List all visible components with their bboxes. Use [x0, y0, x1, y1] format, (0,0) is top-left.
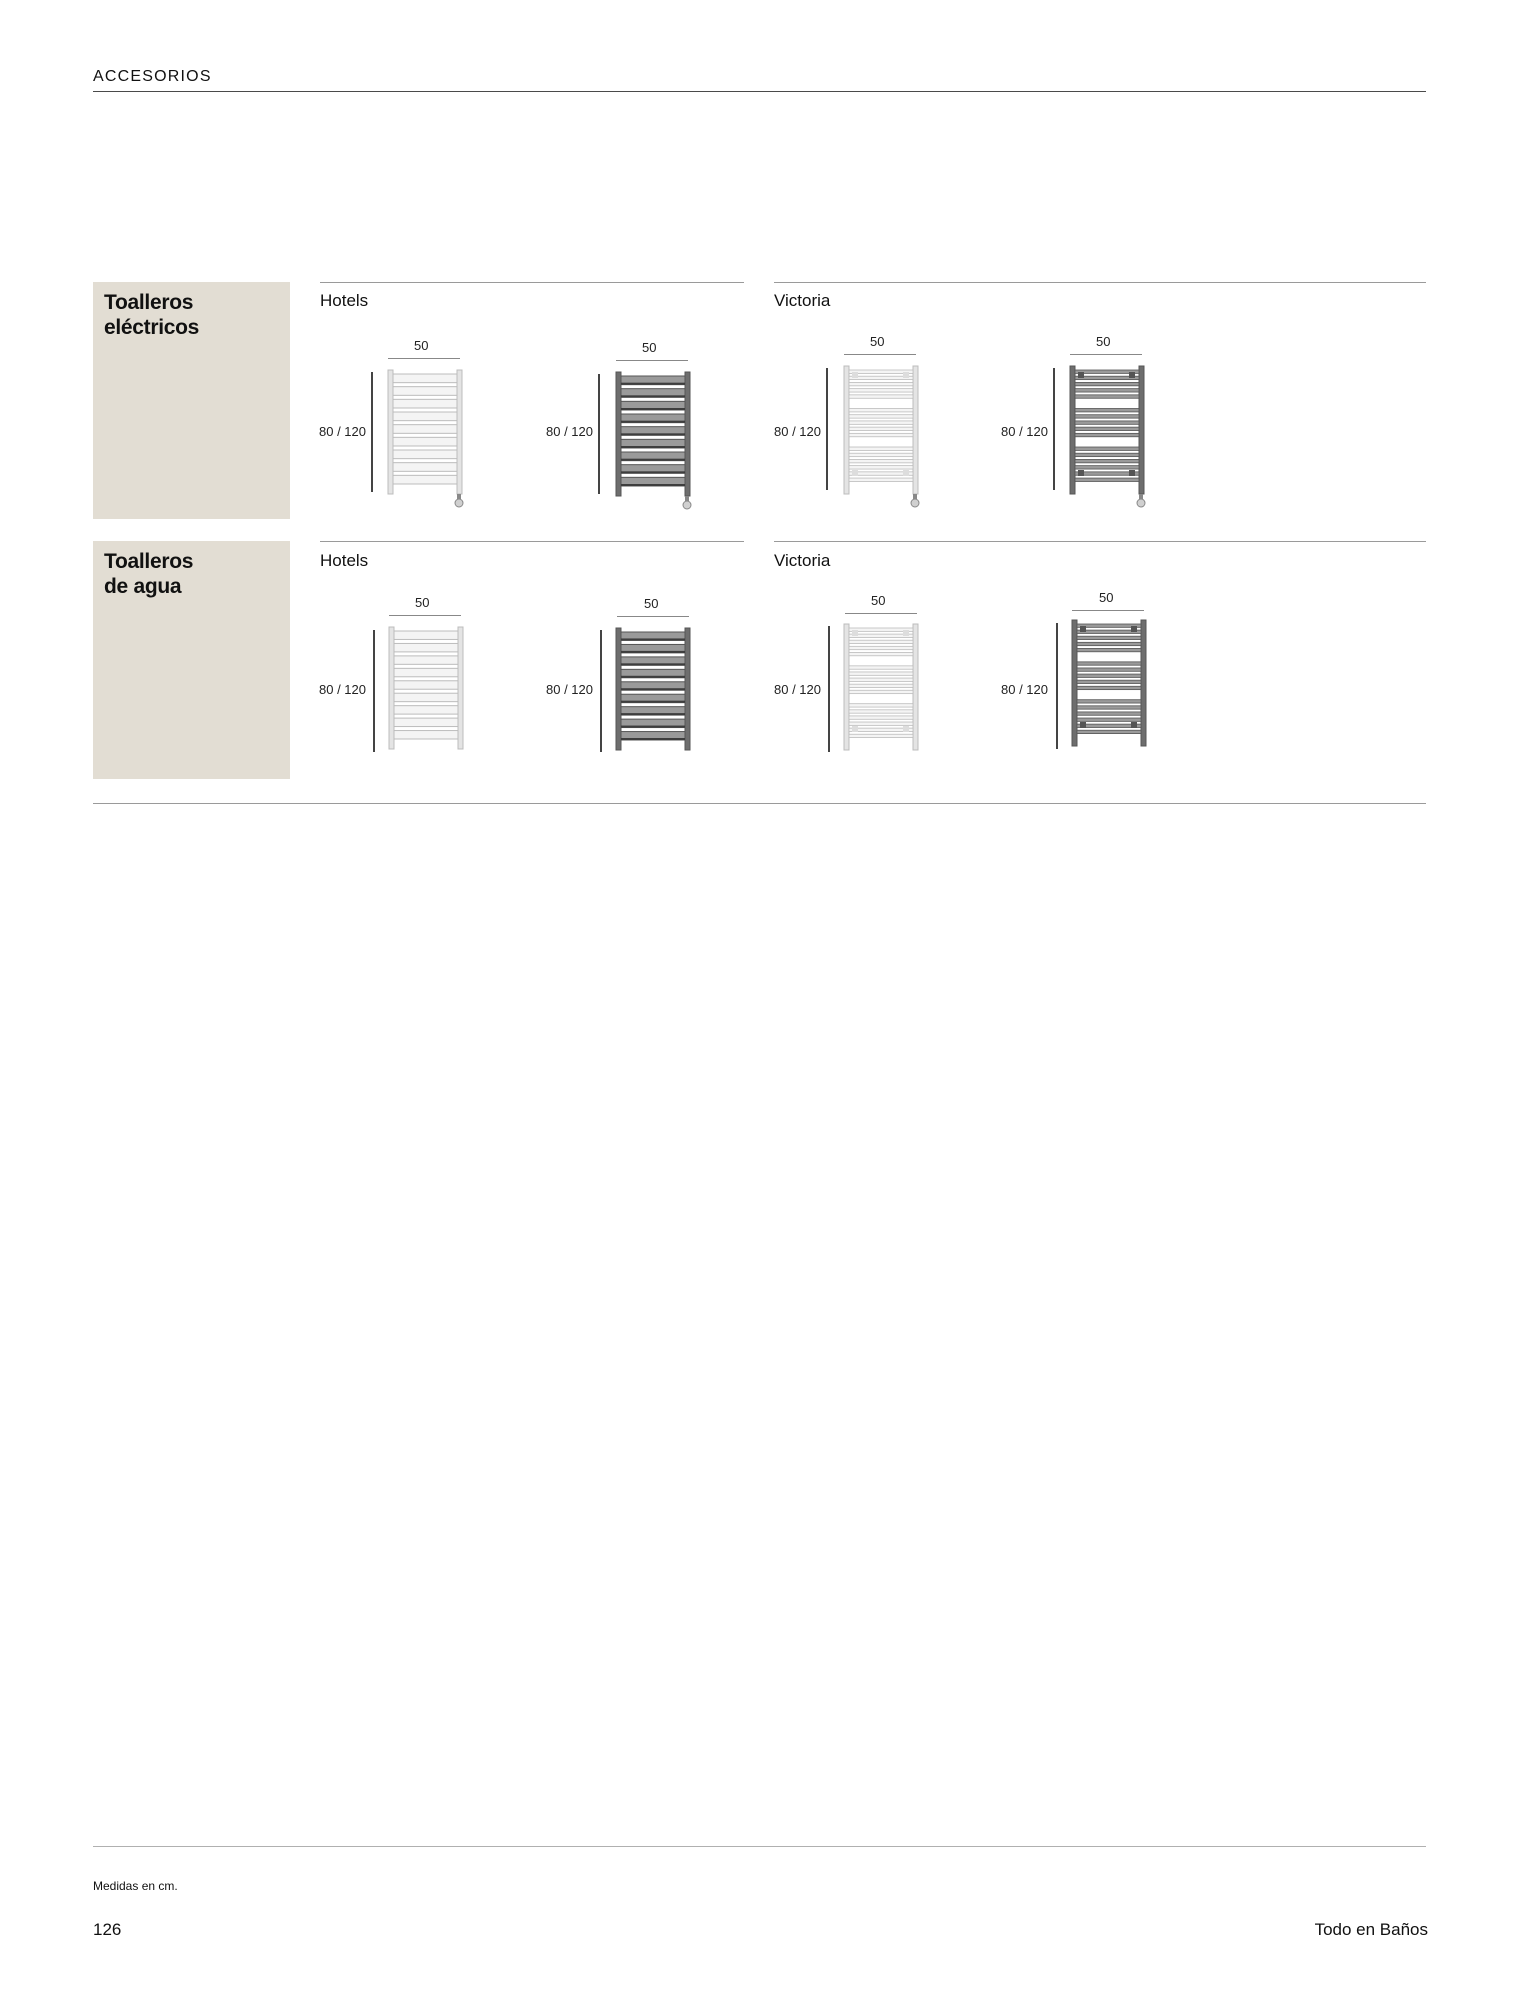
width-bar	[1072, 610, 1144, 611]
towel-rail-icon	[1068, 364, 1148, 508]
series-rule-victoria-water	[774, 541, 1426, 542]
width-bar	[844, 354, 916, 355]
width-bar	[845, 613, 917, 614]
height-bar	[1056, 623, 1058, 749]
height-bar	[600, 630, 602, 752]
series-title-victoria: Victoria	[774, 291, 831, 310]
footer-rule	[93, 1846, 1426, 1847]
series-title-hotels: Hotels	[320, 551, 369, 570]
series-title-hotels: Hotels	[320, 291, 369, 310]
towel-rail-icon	[842, 364, 922, 508]
group-title-water: Toalleros de agua	[104, 550, 194, 598]
series-title-victoria: Victoria	[774, 551, 831, 570]
width-label: 50	[415, 595, 430, 610]
series-rule-hotels-electric	[320, 282, 744, 283]
group-title-electric: Toalleros eléctricos	[104, 291, 200, 339]
height-label: 80 / 120	[319, 424, 366, 439]
height-bar	[371, 372, 373, 492]
page-number: 126	[93, 1920, 122, 1939]
height-label: 80 / 120	[1001, 682, 1048, 697]
height-bar	[828, 626, 830, 752]
width-label: 50	[414, 338, 429, 353]
group-panel-electric	[93, 282, 290, 519]
height-label: 80 / 120	[546, 424, 593, 439]
width-bar	[617, 616, 689, 617]
width-label: 50	[1096, 334, 1111, 349]
towel-rail-icon	[387, 625, 467, 755]
height-label: 80 / 120	[774, 424, 821, 439]
towel-rail-icon	[1070, 618, 1150, 752]
width-label: 50	[1099, 590, 1114, 605]
width-label: 50	[871, 593, 886, 608]
towel-rail-icon	[842, 622, 922, 756]
section-header: ACCESORIOS	[93, 68, 212, 85]
width-label: 50	[642, 340, 657, 355]
height-bar	[1053, 368, 1055, 490]
series-rule-victoria-electric	[774, 282, 1426, 283]
width-label: 50	[870, 334, 885, 349]
height-label: 80 / 120	[774, 682, 821, 697]
height-bar	[598, 374, 600, 494]
height-bar	[826, 368, 828, 490]
height-label: 80 / 120	[1001, 424, 1048, 439]
table-bottom-rule	[93, 803, 1426, 804]
series-rule-hotels-water	[320, 541, 744, 542]
width-bar	[388, 358, 460, 359]
measurements-note: Medidas en cm.	[93, 1879, 178, 1893]
width-bar	[616, 360, 688, 361]
header-rule	[93, 91, 1426, 92]
height-bar	[373, 630, 375, 752]
group-panel-water	[93, 541, 290, 779]
height-label: 80 / 120	[546, 682, 593, 697]
towel-rail-icon	[614, 370, 694, 510]
brand-name: Todo en Baños	[1314, 1920, 1428, 1939]
towel-rail-icon	[386, 368, 466, 508]
width-label: 50	[644, 596, 659, 611]
width-bar	[1070, 354, 1142, 355]
height-label: 80 / 120	[319, 682, 366, 697]
towel-rail-icon	[614, 626, 694, 756]
width-bar	[389, 615, 461, 616]
